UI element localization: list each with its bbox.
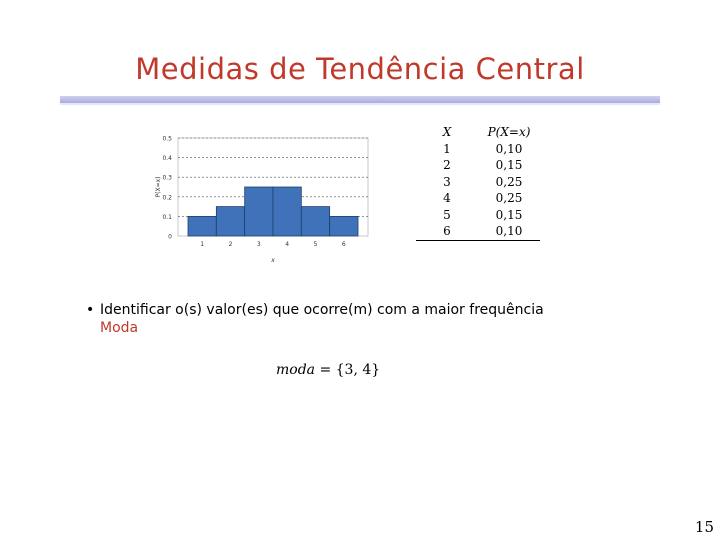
table-cell-x: 1 [443,141,451,156]
title-underline-shadow [60,103,660,105]
y-tick-label: 0 [168,233,172,241]
bullet-subtext: Moda [100,320,139,336]
y-tick-label: 0.4 [162,155,172,163]
slide-title: Medidas de Tendência Central [135,52,585,86]
table-header-x: X [442,125,452,139]
table-cell-p: 0,25 [495,191,523,205]
table-cell-x: 3 [443,174,451,189]
table-row [416,141,540,158]
chart-bar [188,216,216,236]
x-tick-label: 5 [313,241,318,248]
table-row [416,157,540,174]
table-row [416,190,540,207]
x-tick-label: 6 [341,241,346,248]
table-cell-p: 0,25 [495,174,523,189]
probability-bar-chart [150,128,380,268]
x-tick-label: 1 [200,241,205,248]
chart-bar [301,207,329,236]
page-number: 15 [694,518,714,536]
table-row [416,174,540,191]
title-underline [60,96,660,103]
table-row [416,223,540,240]
table-cell-p: 0,15 [495,158,523,172]
table-cell-x: 4 [443,191,451,205]
x-axis-label: x [271,257,275,264]
chart-bar [216,207,244,236]
table-cell-x: 2 [443,158,451,172]
table-cell-x: 6 [416,223,478,240]
probability-table [416,124,540,241]
table-cell-p: 0,10 [495,141,523,156]
table-row [416,207,540,224]
table-cell-x: 5 [443,207,451,222]
y-axis-label: P(X=x) [155,176,162,198]
y-tick-label: 0.2 [162,194,172,202]
chart-bar [245,187,273,236]
y-tick-label: 0.1 [162,213,172,221]
x-tick-label: 2 [228,241,233,248]
y-tick-label: 0.3 [162,174,172,182]
table-cell-p: 0,15 [495,207,523,222]
x-tick-label: 4 [285,241,290,248]
table-header-p: P(X=x) [487,125,531,139]
bullet-text: Identificar o(s) valor(es) que ocorre(m) com a maior frequência [100,302,544,318]
chart-bar [330,216,358,236]
y-tick-label: 0.5 [162,135,172,143]
formula-expression: = {3, 4} [319,362,381,378]
chart-bar [273,187,301,236]
table-cell-p: 0,10 [478,223,540,240]
table-header-row [416,124,540,141]
formula-variable: moda [276,362,316,378]
x-tick-label: 3 [256,241,261,248]
bullet-marker-icon: • [86,302,95,318]
mode-formula [276,362,380,378]
